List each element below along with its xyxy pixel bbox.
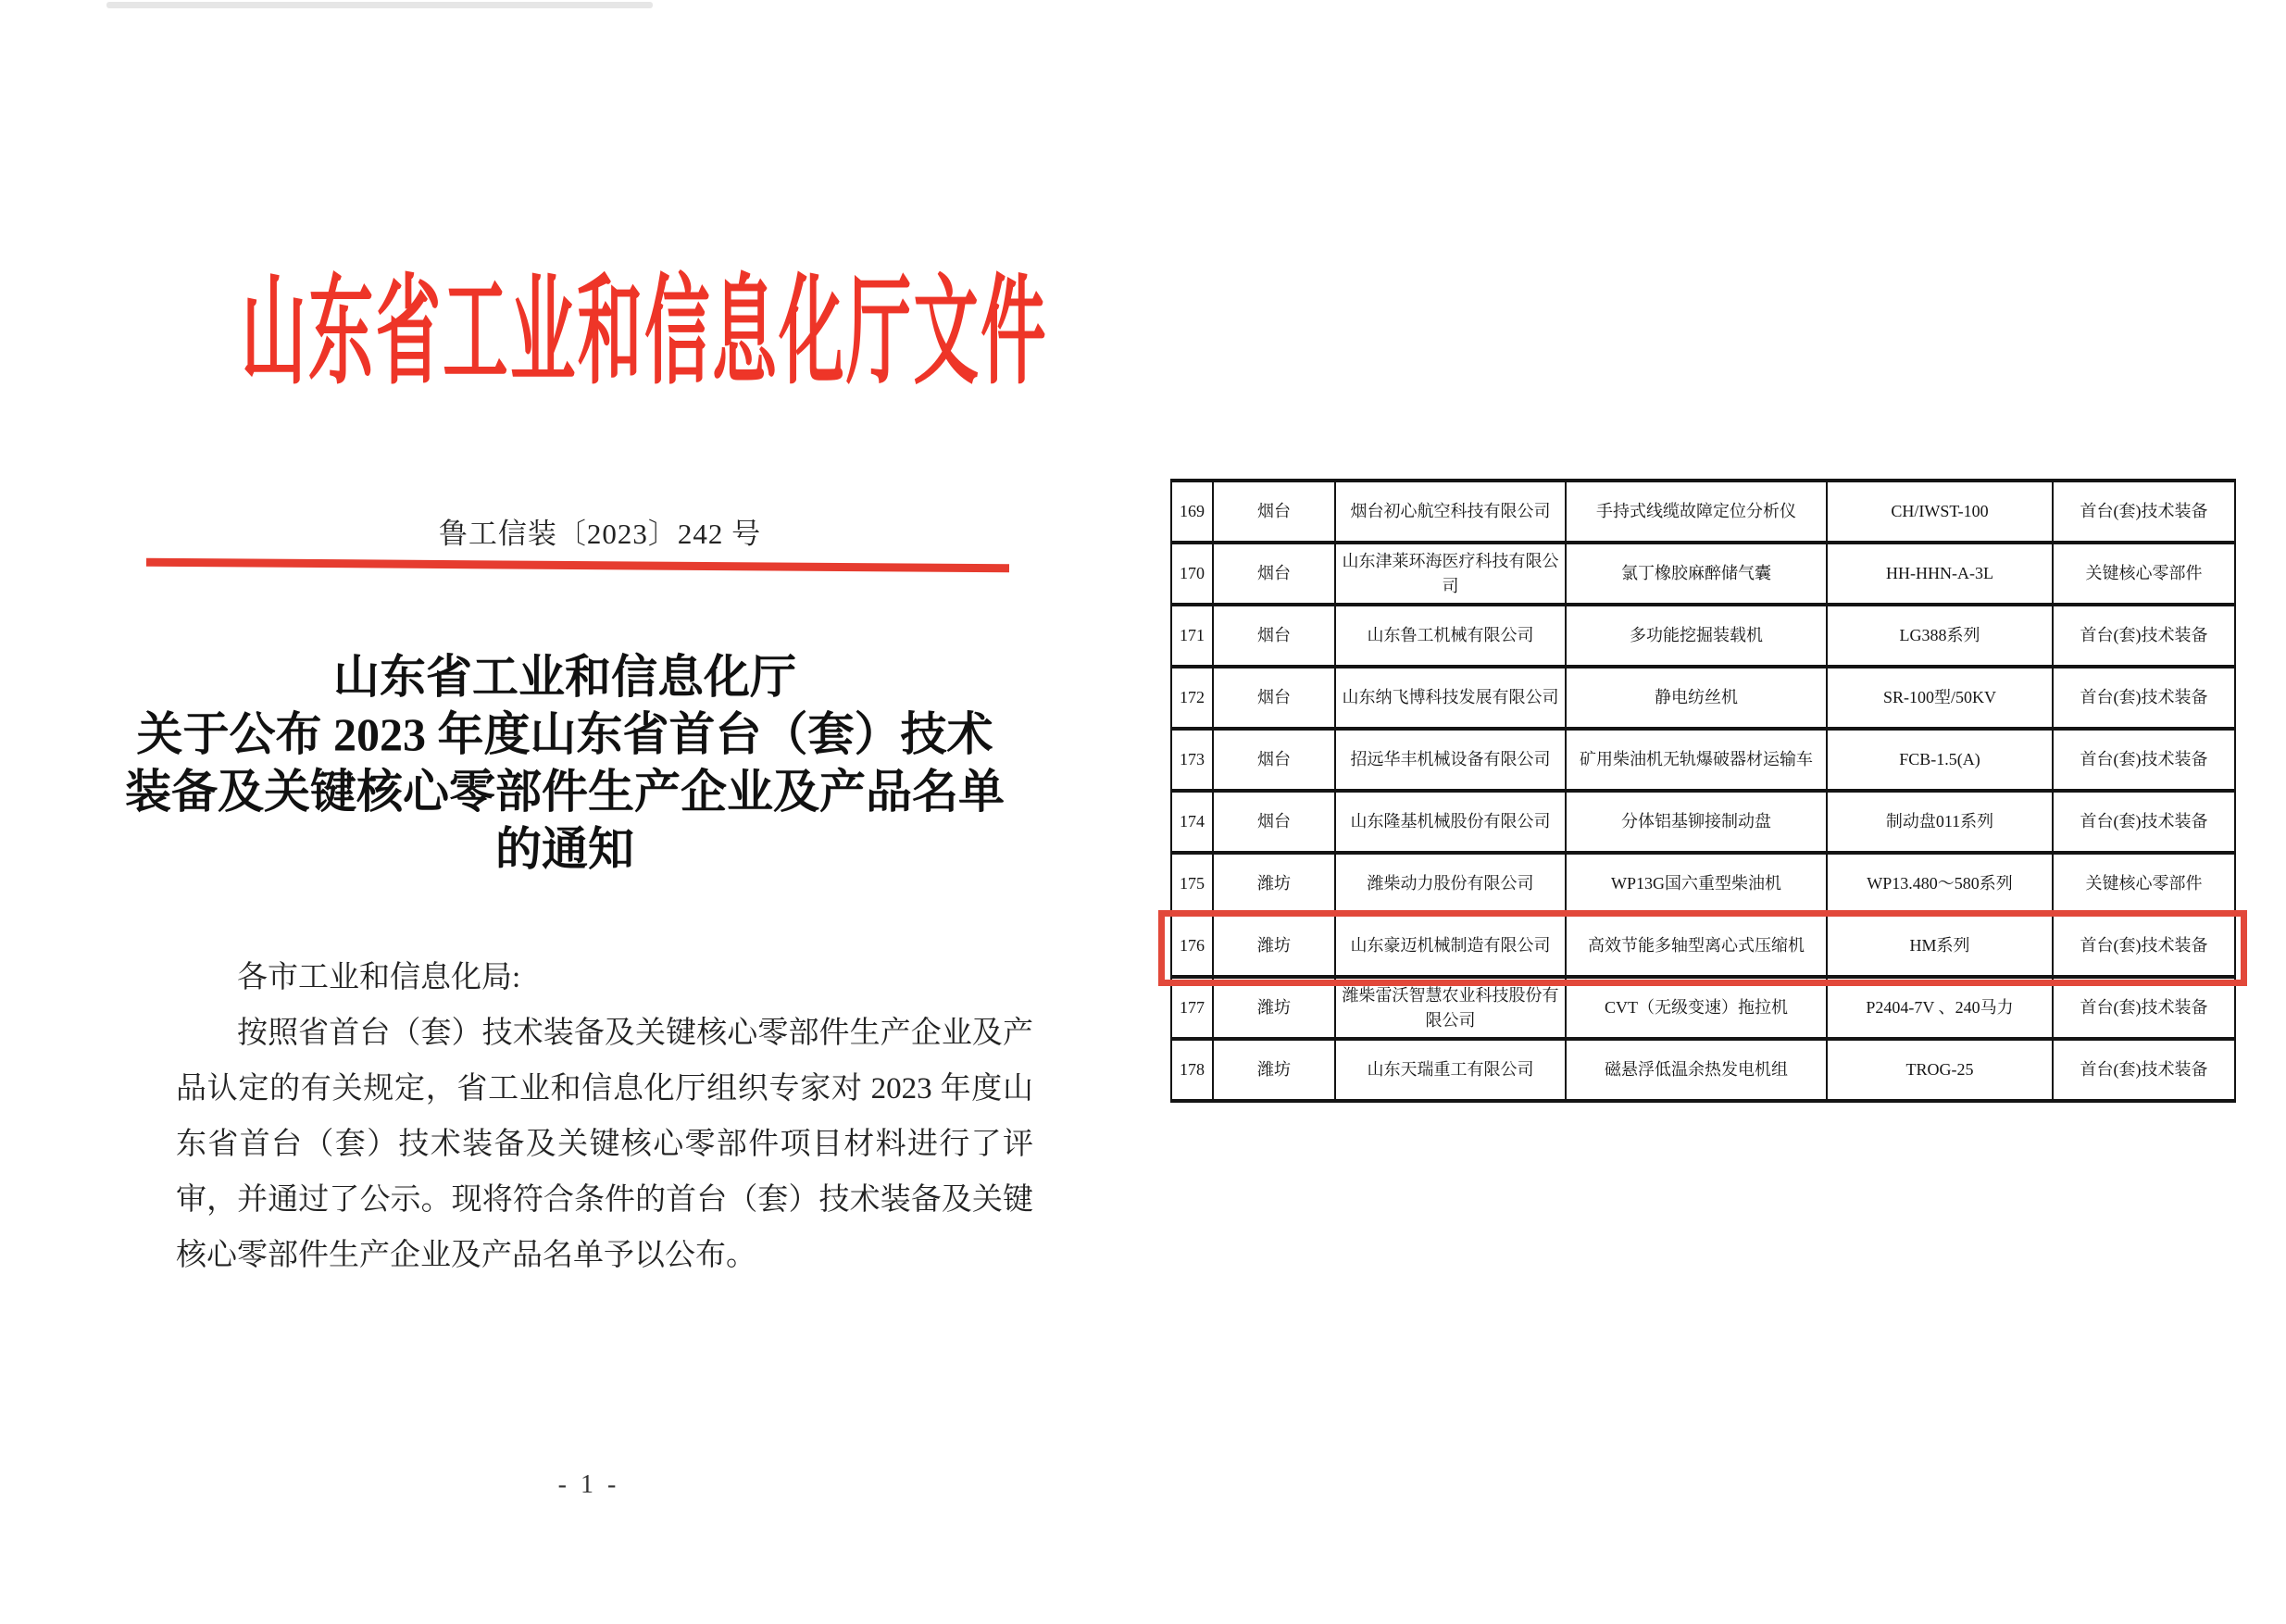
cell-city: 潍坊 — [1213, 853, 1335, 915]
cell-model: HH-HHN-A-3L — [1827, 543, 2053, 605]
cell-category: 首台(套)技术装备 — [2053, 1039, 2235, 1101]
table-row — [1171, 667, 2235, 729]
cell-model: 制动盘011系列 — [1827, 791, 2053, 853]
cell-company: 烟台初心航空科技有限公司 — [1335, 481, 1566, 543]
red-separator-line — [146, 558, 1009, 573]
notice-title-line: 关于公布 2023 年度山东省首台（套）技术 — [136, 708, 993, 760]
cell-model: LG388系列 — [1827, 605, 2053, 667]
cell-category: 首台(套)技术装备 — [2053, 667, 2235, 729]
cell-product: 氯丁橡胶麻醉储气囊 — [1566, 543, 1827, 605]
page-number: - 1 - — [557, 1470, 620, 1499]
cell-category: 首台(套)技术装备 — [2053, 977, 2235, 1039]
cell-category: 关键核心零部件 — [2053, 853, 2235, 915]
cell-product: 矿用柴油机无轨爆破器材运输车 — [1566, 729, 1827, 791]
notice-title — [0, 648, 1130, 878]
table-row — [1171, 977, 2235, 1039]
cell-model: TROG-25 — [1827, 1039, 2053, 1101]
cell-company: 山东豪迈机械制造有限公司 — [1335, 915, 1566, 977]
cell-no: 177 — [1171, 977, 1213, 1039]
cell-company: 招远华丰机械设备有限公司 — [1335, 729, 1566, 791]
letterhead-title: 山东省工业和信息化厅文件 — [241, 267, 1048, 398]
cell-city: 烟台 — [1213, 481, 1335, 543]
cell-no: 171 — [1171, 605, 1213, 667]
cell-no: 173 — [1171, 729, 1213, 791]
notice-title-line: 装备及关键核心零部件生产企业及产品名单 — [125, 766, 1005, 818]
notice-title-line: 山东省工业和信息化厅 — [333, 651, 796, 703]
cell-city: 烟台 — [1213, 667, 1335, 729]
cell-no: 174 — [1171, 791, 1213, 853]
cell-product: CVT（无级变速）拖拉机 — [1566, 977, 1827, 1039]
cell-model: SR-100型/50KV — [1827, 667, 2053, 729]
cell-company: 山东天瑞重工有限公司 — [1335, 1039, 1566, 1101]
table-row — [1171, 729, 2235, 791]
cell-product: 多功能挖掘装载机 — [1566, 605, 1827, 667]
cell-no: 170 — [1171, 543, 1213, 605]
cell-city: 烟台 — [1213, 791, 1335, 853]
cell-product: 手持式线缆故障定位分析仪 — [1566, 481, 1827, 543]
table-row — [1171, 1039, 2235, 1101]
cell-model: HM系列 — [1827, 915, 2053, 977]
body-paragraph: 按照省首台（套）技术装备及关键核心零部件生产企业及产品认定的有关规定，省工业和信息化厅组织专家对 2023 年度山东省首台（套）技术装备及关键核心零部件项目材料进行了评审，并通过了公示。现将符合条件的首台（套）技术装备及关键核心零部件生产企业及产品名单予以公布。 — [176, 1017, 1033, 1272]
cell-city: 潍坊 — [1213, 977, 1335, 1039]
cell-category: 首台(套)技术装备 — [2053, 791, 2235, 853]
cell-no: 175 — [1171, 853, 1213, 915]
notice-title-line: 的通知 — [495, 823, 634, 875]
salutation: 各市工业和信息化局: — [237, 961, 521, 994]
cell-category: 首台(套)技术装备 — [2053, 915, 2235, 977]
cell-category: 首台(套)技术装备 — [2053, 481, 2235, 543]
cell-company: 潍柴雷沃智慧农业科技股份有限公司 — [1335, 977, 1566, 1039]
cell-category: 关键核心零部件 — [2053, 543, 2235, 605]
cell-city: 烟台 — [1213, 605, 1335, 667]
table-row — [1171, 481, 2235, 543]
cell-product: WP13G国六重型柴油机 — [1566, 853, 1827, 915]
cell-no: 172 — [1171, 667, 1213, 729]
table-row — [1171, 791, 2235, 853]
products-table — [1170, 479, 2236, 1103]
cell-product: 高效节能多轴型离心式压缩机 — [1566, 915, 1827, 977]
cell-model: WP13.480～580系列 — [1827, 853, 2053, 915]
cell-model: FCB-1.5(A) — [1827, 729, 2053, 791]
cell-city: 潍坊 — [1213, 915, 1335, 977]
cell-product: 磁悬浮低温余热发电机组 — [1566, 1039, 1827, 1101]
cell-company: 潍柴动力股份有限公司 — [1335, 853, 1566, 915]
table-row — [1171, 853, 2235, 915]
cell-company: 山东津莱环海医疗科技有限公司 — [1335, 543, 1566, 605]
cell-model: CH/IWST-100 — [1827, 481, 2053, 543]
cell-no: 176 — [1171, 915, 1213, 977]
table-row — [1171, 605, 2235, 667]
cell-category: 首台(套)技术装备 — [2053, 729, 2235, 791]
cell-company: 山东纳飞博科技发展有限公司 — [1335, 667, 1566, 729]
table-row-highlighted — [1171, 915, 2235, 977]
cell-product: 静电纺丝机 — [1566, 667, 1827, 729]
notice-body — [176, 950, 1033, 1283]
document-number: 鲁工信装〔2023〕242 号 — [438, 518, 762, 550]
cell-company: 山东隆基机械股份有限公司 — [1335, 791, 1566, 853]
cell-city: 烟台 — [1213, 729, 1335, 791]
table-row — [1171, 543, 2235, 605]
cell-no: 169 — [1171, 481, 1213, 543]
cell-category: 首台(套)技术装备 — [2053, 605, 2235, 667]
cell-company: 山东鲁工机械有限公司 — [1335, 605, 1566, 667]
cell-city: 烟台 — [1213, 543, 1335, 605]
scan-edge-artifact — [106, 2, 653, 8]
cell-product: 分体铝基铆接制动盘 — [1566, 791, 1827, 853]
cell-city: 潍坊 — [1213, 1039, 1335, 1101]
cell-model: P2404-7V 、240马力 — [1827, 977, 2053, 1039]
cell-no: 178 — [1171, 1039, 1213, 1101]
